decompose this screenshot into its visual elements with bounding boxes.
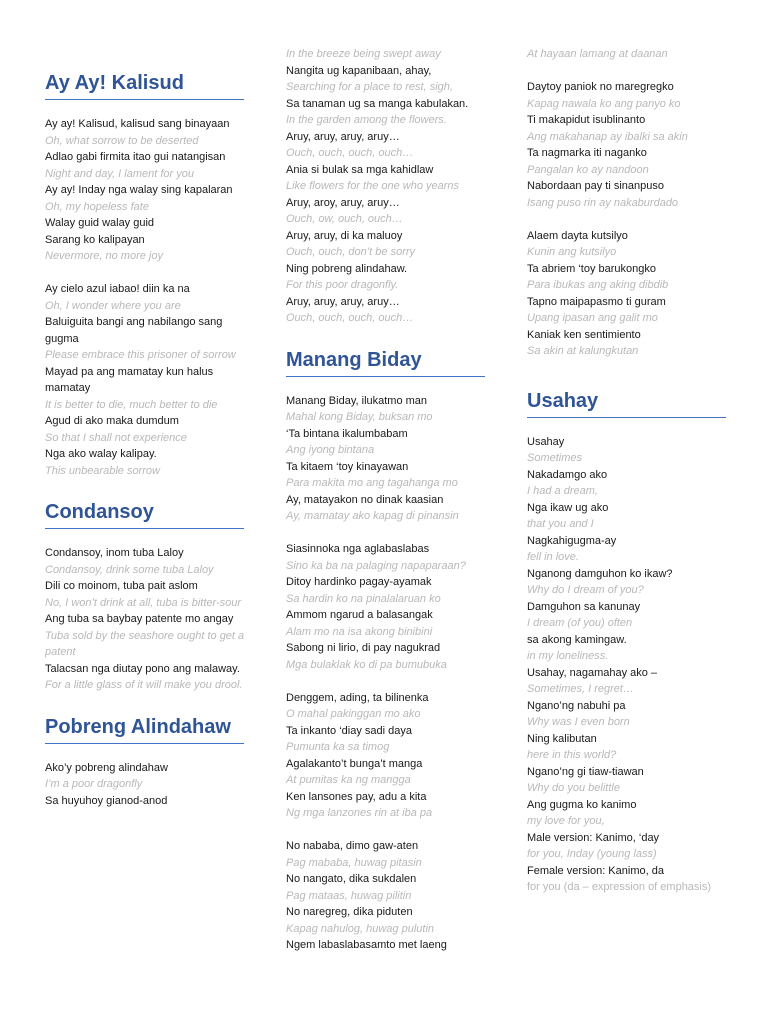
translation-line: here in this world? — [527, 749, 617, 761]
translation-line: Ouch, ow, ouch, ouch… — [286, 213, 403, 225]
translation-line: Oh, what sorrow to be deserted — [45, 134, 199, 147]
lyric-line: Daytoy paniok no maregregko — [527, 81, 674, 93]
translation-line: Para makita mo ang tagahanga mo — [286, 477, 458, 489]
lyric-line: Kaniak ken sentimiento — [527, 328, 641, 341]
lyric-line: Siasinnoka nga aglabaslabas — [286, 543, 430, 555]
lyric-line: Sa tanaman ug sa manga kabulakan. — [286, 97, 469, 110]
translation-line: For a little glass of it will make you drool. — [45, 679, 243, 691]
song-title: Ay Ay! Kalisud — [45, 70, 244, 100]
lyric-line: No naregreg, dika piduten — [286, 906, 413, 918]
lyric-line: Nabordaan pay ti sinanpuso — [527, 180, 664, 192]
translation-line: Oh, my hopeless fate — [45, 200, 149, 213]
translation-line: Pag mataas, huwag pilitin — [286, 889, 412, 902]
translation-line: Why do you belittle — [527, 782, 620, 794]
translation-line: I’m a poor dragonfly — [45, 778, 143, 790]
translation-line: Tuba sold by the seashore ought to get a patent — [45, 629, 245, 658]
lyrics-continued — [286, 46, 491, 327]
translation-line: that you and I — [527, 518, 594, 530]
song-title: Pobreng Alindahaw — [45, 714, 244, 744]
lyric-line: Ay ay! Kalisud, kalisud sang binayaan — [45, 118, 230, 130]
translation-line: Oh, I wonder where you are — [45, 299, 181, 312]
lyric-line: Condansoy, inom tuba Laloy — [45, 547, 184, 559]
lyric-line: Ammom ngarud a balasangak — [286, 609, 433, 621]
lyric-line: Mayad pa ang mamatay kun halus mamatay — [45, 365, 214, 394]
lyric-line: sa akong kamingaw. — [527, 633, 627, 646]
translation-line: Alam mo na isa akong binibini — [286, 625, 433, 638]
translation-line: Mahal kong Biday, buksan mo — [286, 411, 433, 423]
translation-line: for you, Inday (young lass) — [527, 848, 657, 860]
lyric-line: Dili co moinom, tuba pait aslom — [45, 580, 198, 592]
lyric-line: Denggem, ading, ta bilinenka — [286, 691, 429, 704]
translation-line: Ouch, ouch, ouch, ouch… — [286, 147, 414, 159]
stanza-break — [527, 211, 732, 228]
lyric-line: Manang Biday, ilukatmo man — [286, 394, 428, 407]
translation-line: Pag mababa, huwag pitasin — [286, 856, 422, 869]
lyric-line: Ngano’ng gi tiaw-tiawan — [527, 765, 644, 778]
lyric-line: Male version: Kanimo, ‘day — [527, 831, 660, 844]
lyric-line: Sa huyuhoy gianod-anod — [45, 794, 168, 807]
lyric-line: Ay cielo azul iabao! diin ka na — [45, 283, 190, 295]
lyric-line: Nagkahigugma-ay — [527, 534, 617, 547]
translation-line: Sometimes, I regret… — [527, 683, 634, 695]
lyric-line: Sabong ni lirio, di pay nagukrad — [286, 642, 441, 654]
lyric-line: ‘Ta bintana ikalumbabam — [286, 427, 408, 440]
translation-line: So that I shall not experience — [45, 431, 187, 444]
translation-line: Searching for a place to rest, sigh, — [286, 81, 453, 93]
lyrics — [45, 760, 250, 810]
translation-line: In the garden among the flowers. — [286, 114, 447, 126]
lyric-line: Aruy, aruy, aruy, aruy… — [286, 130, 400, 143]
translation-line: Sa hardin ko na pinalalaruan ko — [286, 592, 441, 605]
translation-line: Why do I dream of you? — [527, 584, 644, 596]
translation-line: my love for you, — [527, 815, 605, 827]
translation-line: Condansoy, drink some tuba Laloy — [45, 563, 214, 576]
translation-line: At hayaan lamang at daanan — [527, 48, 668, 60]
lyrics — [45, 116, 250, 479]
lyric-line: Nga ikaw ug ako — [527, 501, 609, 514]
lyric-line: Ang gugma ko kanimo — [527, 798, 637, 811]
lyric-line: Usahay, nagamahay ako – — [527, 666, 658, 679]
lyric-line: Ta nagmarka iti naganko — [527, 147, 647, 159]
translation-line: It is better to die, much better to die — [45, 398, 218, 411]
translation-line: for you (da – expression of emphasis) — [527, 881, 712, 893]
lyric-line: Agud di ako maka dumdum — [45, 415, 179, 427]
lyric-line: Alaem dayta kutsilyo — [527, 229, 628, 242]
lyric-line: Talacsan nga diutay pono ang malaway. — [45, 662, 240, 675]
column-3 — [527, 46, 732, 896]
lyrics — [45, 545, 250, 694]
translation-line: Pangalan ko ay nandoon — [527, 163, 649, 176]
translation-line: For this poor dragonfly. — [286, 279, 399, 291]
song-ay-ay-kalisud — [45, 70, 250, 479]
translation-line: I dream (of you) often — [527, 617, 633, 629]
lyrics — [286, 393, 491, 954]
lyric-line: Ang tuba sa baybay patente mo angay — [45, 613, 234, 625]
translation-line: Kapag nahulog, huwag pulutin — [286, 922, 435, 935]
lyric-line: Ti makapidut isublinanto — [527, 114, 646, 126]
lyric-line: Baluiguita bangi ang nabilango sang gugma — [45, 316, 223, 345]
lyrics-continued — [527, 46, 732, 360]
column-2 — [286, 46, 491, 954]
lyric-line: Female version: Kanimo, da — [527, 864, 664, 877]
translation-line: Sino ka ba na palaging napaparaan? — [286, 559, 466, 572]
stanza-break — [286, 822, 491, 839]
translation-line: Please embrace this prisoner of sorrow — [45, 349, 236, 361]
lyric-line: Aruy, aruy, aruy, aruy… — [286, 295, 400, 308]
lyric-line: No nangato, dika sukdalen — [286, 873, 417, 885]
song-usahay — [527, 388, 732, 896]
song-condansoy — [45, 499, 250, 694]
translation-line: fell in love. — [527, 551, 579, 563]
lyric-line: Nganong damguhon ko ikaw? — [527, 567, 673, 580]
translation-line: Upang ipasan ang galit mo — [527, 312, 658, 324]
translation-line: Isang puso rin ay nakaburdado — [527, 196, 679, 209]
translation-line: Like flowers for the one who yearns — [286, 180, 460, 192]
lyric-line: Ning pobreng alindahaw. — [286, 262, 408, 275]
translation-line: Night and day, I lament for you — [45, 167, 194, 180]
lyric-line: Usahay — [527, 435, 565, 448]
translation-line: Ang makahanap ay ibalki sa akin — [527, 130, 688, 143]
lyric-line: No nababa, dimo gaw-aten — [286, 840, 419, 852]
lyric-line: Ngano’ng nabuhi pa — [527, 699, 626, 712]
translation-line: Ouch, ouch, ouch, ouch… — [286, 312, 414, 324]
translation-line: Why was I even born — [527, 716, 630, 728]
lyric-line: Adlao gabi firmita itao gui natangisan — [45, 151, 226, 163]
lyric-line: Ning kalibutan — [527, 732, 597, 745]
lyric-line: Ngem labaslabasamto met laeng — [286, 939, 447, 951]
lyric-line: Nakadamgo ako — [527, 468, 608, 481]
lyric-line: Ta abriem ‘toy barukongko — [527, 262, 657, 275]
stanza-break — [286, 525, 491, 542]
stanza-break — [527, 63, 732, 80]
lyric-line: Damguhon sa kanunay — [527, 600, 641, 613]
translation-line: Nevermore, no more joy — [45, 250, 163, 262]
translation-line: No, I won’t drink at all, tuba is bitter-sour — [45, 596, 242, 609]
lyric-line: Walay guid walay guid — [45, 217, 155, 229]
translation-line: Ng mga lanzones rin at iba pa — [286, 807, 433, 819]
lyric-line: Nangita ug kapanibaan, ahay, — [286, 64, 432, 77]
lyric-line: Tapno maipapasmo ti guram — [527, 295, 666, 308]
translation-line: Mga bulaklak ko di pa bumubuka — [286, 658, 447, 671]
lyric-line: Nga ako walay kalipay. — [45, 448, 157, 460]
lyric-line: Ta kitaem ‘toy kinayawan — [286, 460, 409, 473]
translation-line: Ay, mamatay ako kapag di pinansin — [286, 510, 459, 522]
translation-line: Para ibukas ang aking dibdib — [527, 279, 669, 291]
translation-line: Kunin ang kutsilyo — [527, 246, 617, 258]
translation-line: Ang iyong bintana — [286, 444, 375, 456]
lyric-line: Ay ay! Inday nga walay sing kapalaran — [45, 184, 233, 196]
lyric-line: Ditoy hardinko pagay-ayamak — [286, 576, 432, 588]
stanza-break — [286, 673, 491, 690]
translation-line: At pumitas ka ng mangga — [286, 774, 411, 786]
song-title: Manang Biday — [286, 347, 485, 377]
lyric-line: Ay, matayakon no dinak kaasian — [286, 493, 444, 506]
column-1 — [45, 70, 250, 809]
translation-line: In the breeze being swept away — [286, 48, 441, 60]
lyric-line: Sarang ko kalipayan — [45, 233, 145, 246]
lyric-line: Ta inkanto ‘diay sadi daya — [286, 724, 412, 737]
lyric-line: Aruy, aruy, di ka maluoy — [286, 229, 403, 242]
translation-line: Pumunta ka sa timog — [286, 741, 390, 753]
lyric-line: Ken lansones pay, adu a kita — [286, 790, 427, 803]
lyrics — [527, 434, 732, 896]
song-manang-biday — [286, 347, 491, 954]
translation-line: Sa akin at kalungkutan — [527, 345, 639, 357]
translation-line: This unbearable sorrow — [45, 464, 160, 477]
song-pobreng-alindahaw — [45, 714, 250, 810]
translation-line: O mahal pakinggan mo ako — [286, 708, 421, 720]
translation-line: in my loneliness. — [527, 650, 609, 662]
stanza-break — [45, 265, 250, 282]
translation-line: Ouch, ouch, don’t be sorry — [286, 246, 416, 258]
lyric-line: Ako’y pobreng alindahaw — [45, 761, 168, 774]
translation-line: Sometimes — [527, 452, 583, 464]
translation-line: Kapag nawala ko ang panyo ko — [527, 97, 681, 110]
translation-line: I had a dream, — [527, 485, 598, 497]
lyric-line: Aruy, aroy, aruy, aruy… — [286, 196, 400, 209]
song-title: Condansoy — [45, 499, 244, 529]
lyric-line: Ania si bulak sa mga kahidlaw — [286, 163, 434, 176]
lyric-line: Agalakanto’t bunga’t manga — [286, 757, 423, 770]
song-title: Usahay — [527, 388, 726, 418]
